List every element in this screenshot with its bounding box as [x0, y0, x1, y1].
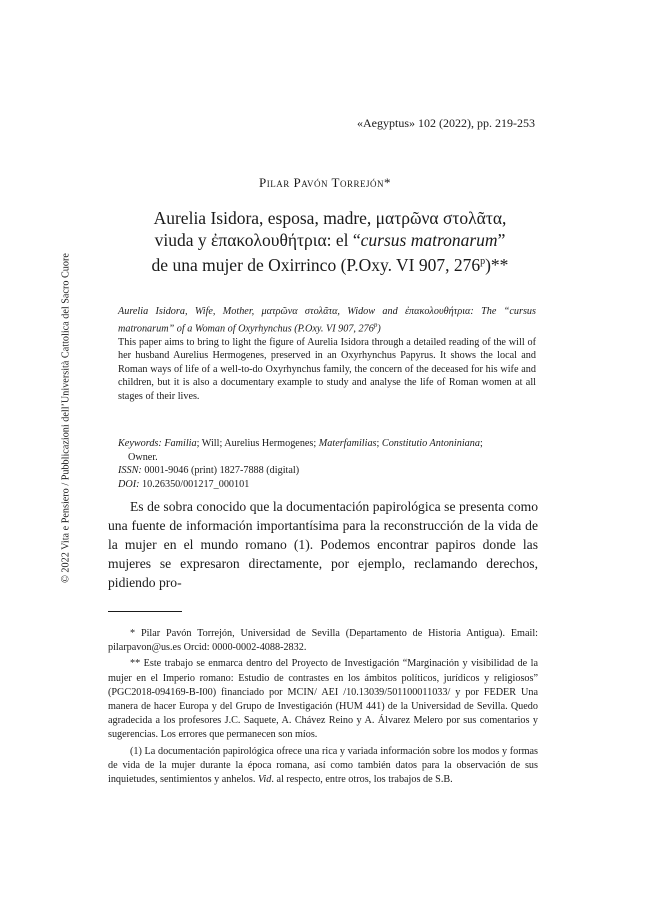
copyright-sidebar: © 2022 Vita e Pensiero / Pubblicazioni dell’Università Cattolica del Sacro Cuore	[60, 253, 72, 583]
keyword-owner: Owner.	[128, 451, 158, 463]
keywords-sep-1: ; Will; Aurelius Hermogenes;	[196, 438, 319, 449]
footnote-1-tail: . al respecto, entre otros, los trabajos de S.B.	[271, 774, 453, 786]
footnote-divider	[108, 611, 182, 612]
keyword-materfamilias: Materfamilias	[318, 438, 377, 449]
english-title-text: Aurelia Isidora, Wife, Mother, ματρῶνα στολᾶτα, Widow and ἐπακολουθήτρια: The “cursus matronarum” of a Woman of Oxyrhynchus (P.Oxy. VI 907, 276	[118, 306, 536, 334]
title-line-2-a: viuda y ἐπακολουθήτρια: el “	[154, 230, 361, 250]
english-title	[118, 305, 536, 336]
keywords-label: Keywords:	[118, 438, 162, 449]
footnote-project: ** Este trabajo se enmarca dentro del Proyecto de Investigación “Marginación y visibilidad de la mujer en el Imperio romano: Estudio de contrastes en los ámbitos políticos, jurídicos y religiosos” (PGC2018-094169-B-I00) financiado por MCIN/ AEI /10.13039/501100011033/ y por FEDER Una manera de hacer Europa y del Grupo de Investigación (HUM 441) de la Universidad de Sevilla. Quedo agradecida a los profesores J.C. Saquete, A. Chávez Reino y A. Álvarez Melero por sus comentarios y sugerencias. Los errores que permanecen son míos.	[108, 658, 538, 741]
title-line-1: Aurelia Isidora, esposa, madre, ματρῶνα στολᾶτα,	[153, 208, 507, 228]
english-title-superscript: p	[373, 320, 378, 329]
title-line-2-c: ”	[497, 230, 506, 250]
abstract-text: This paper aims to bring to light the figure of Aurelia Isidora through a detailed reading of the will of her husband Aurelius Hermogenes, preserved in an Oxyrhynchus Papyrus. It shows the local and Roman ways of life of a well-to-do Oxyrhynchus family, the concern of the deceased for his wife and children, but it is also a documentary example to study and analyse the life of Roman women at all stages of their lives.	[118, 336, 536, 402]
doi	[118, 478, 536, 492]
issn-value: 0001-9046 (print) 1827-7888 (digital)	[144, 465, 300, 477]
keywords-sep-2: ;	[376, 438, 382, 449]
title-line-3-b: )**	[485, 254, 509, 275]
keywords	[118, 437, 536, 451]
article-metadata	[118, 437, 536, 491]
keyword-constitutio: Constitutio Antoniniana	[381, 438, 480, 449]
footnote-author: * Pilar Pavón Torrejón, Universidad de Sevilla (Departamento de Historia Antigua). Email: pilarpavon@us.es Orcid: 0000-0002-4088-2832.	[108, 628, 538, 654]
keywords-sep-3: ;	[479, 438, 483, 449]
footnote-1-vid: Vid	[257, 774, 272, 786]
footnotes	[108, 627, 538, 789]
keyword-familia: Familia	[164, 438, 197, 449]
issn-label: ISSN:	[118, 465, 142, 477]
footnote-1-text: (1) La documentación papirológica ofrece una rica y variada información sobre los modos y formas de vida de la mujer durante la época romana, así como también datos para la observación de sus inquietudes, sentimientos y anhelos.	[108, 745, 538, 786]
title-italic-cursus: cursus matronarum	[360, 230, 498, 250]
body-paragraph: Es de sobra conocido que la documentación papirológica se presenta como una fuente de información importantísima para la reconstrucción de la vida de la mujer en el mundo romano (1). Podemos encontrar papiros donde las mujeres se expresaron directamente, por ejemplo, reclamando derechos, pidiendo pro-	[108, 499, 538, 590]
doi-value[interactable]: 10.26350/001217_000101	[142, 478, 250, 490]
body-text	[108, 497, 538, 592]
article-title	[140, 207, 520, 276]
english-title-close: )	[377, 322, 381, 334]
author-name: Pilar Pavón Torrejón*	[258, 175, 391, 190]
title-superscript: p	[480, 256, 486, 267]
title-line-3-a: de una mujer de Oxirrinco (P.Oxy. VI 907, 276	[151, 254, 481, 275]
doi-label: DOI:	[118, 478, 140, 490]
abstract-block	[118, 305, 536, 404]
title-line-2	[140, 229, 520, 251]
journal-reference: «Aegyptus» 102 (2022), pp. 219-253	[357, 116, 535, 130]
title-line-3	[140, 251, 520, 276]
issn	[118, 464, 536, 478]
footnote-1	[108, 745, 538, 788]
